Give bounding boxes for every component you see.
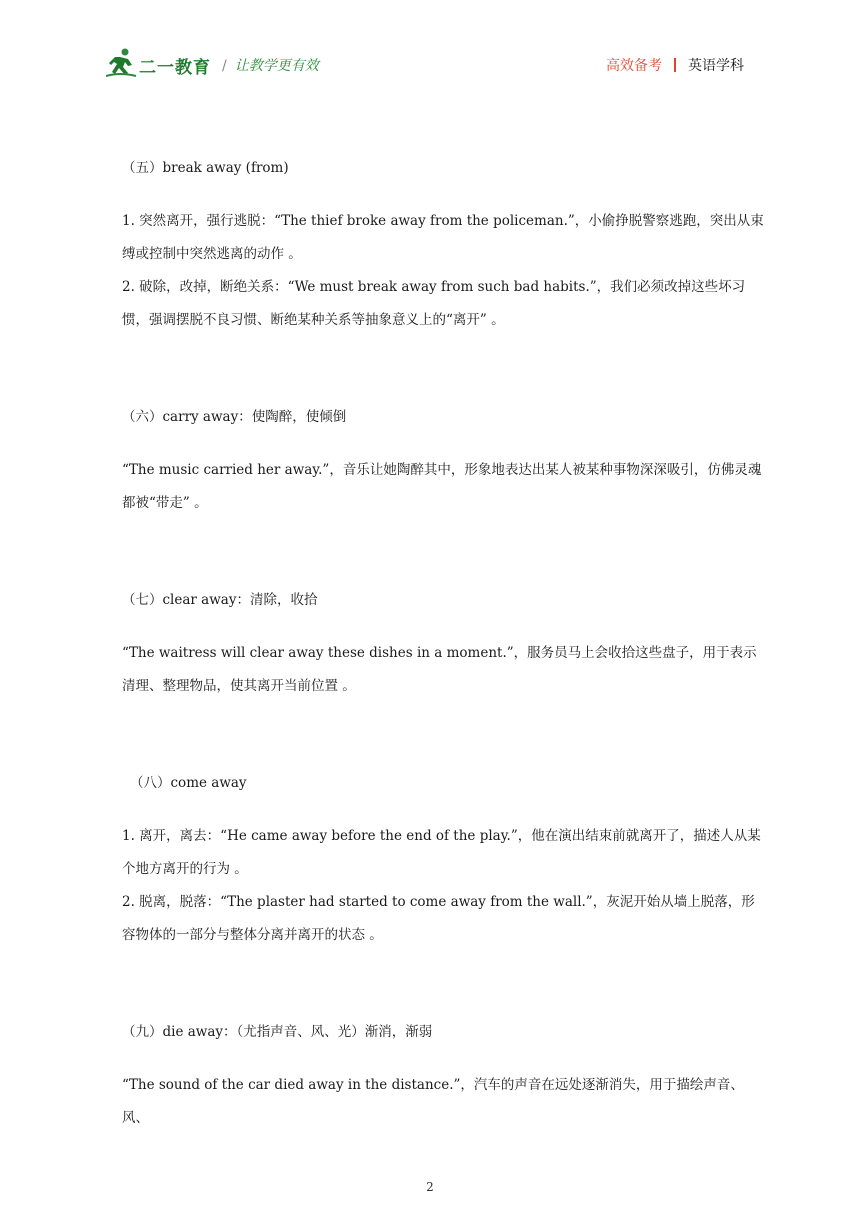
definition-item: 1. 突然离开，强行逃脱：“The thief broke away from the policeman.”，小偷挣脱警察逃跑，突出从束缚或控制中突然逃离的动作 。 bbox=[122, 213, 764, 262]
definition-item: “The sound of the car died away in the distance.”，汽车的声音在远处逐渐消失，用于描绘声音、风、 bbox=[122, 1077, 744, 1126]
definition-item: 2. 脱离，脱落：“The plaster had started to come away from the wall.”，灰泥开始从墙上脱落，形容物体的一部分与整体分离并离开的状态 。 bbox=[122, 894, 755, 943]
definition-item: 2. 破除，改掉，断绝关系：“We must break away from such bad habits.”，我们必须改掉这些坏习惯，强调摆脱不良习惯、断绝某种关系等抽象意义上的“离开” 。 bbox=[122, 279, 746, 328]
definition-item: “The music carried her away.”，音乐让她陶醉其中，形象地表达出某人被某种事物深深吸引，仿佛灵魂都被“带走” 。 bbox=[122, 462, 762, 511]
slogan: / 让教学更有效 bbox=[222, 58, 319, 74]
section-heading: （七）clear away：清除，收拾 bbox=[122, 592, 318, 608]
runner-logo-icon bbox=[106, 47, 140, 79]
logo-text: 二一教育 bbox=[139, 58, 211, 78]
header-subject bbox=[606, 55, 744, 75]
section-heading: （九）die away：（尤指声音、风、光）渐消，渐弱 bbox=[122, 1024, 433, 1040]
section-heading: （五）break away (from) bbox=[122, 160, 289, 176]
section-heading: （八）come away bbox=[130, 775, 247, 791]
definition-item: “The waitress will clear away these dishes in a moment.”，服务员马上会收拾这些盘子，用于表示清理、整理物品，使其离开当前位置 。 bbox=[122, 645, 757, 694]
definition-item: 1. 离开，离去：“He came away before the end of the play.”，他在演出结束前就离开了，描述人从某个地方离开的行为 。 bbox=[122, 828, 761, 877]
header-divider bbox=[674, 58, 676, 72]
slogan-text: 让教学更有效 bbox=[234, 58, 319, 74]
header-exam-label: 高效备考 bbox=[606, 58, 662, 74]
page-header bbox=[0, 0, 860, 90]
section-heading: （六）carry away：使陶醉，使倾倒 bbox=[122, 409, 347, 425]
logo bbox=[106, 47, 216, 79]
page-number: 2 bbox=[426, 1180, 434, 1194]
document-body bbox=[122, 152, 764, 1135]
header-subject-label: 英语学科 bbox=[688, 58, 744, 74]
